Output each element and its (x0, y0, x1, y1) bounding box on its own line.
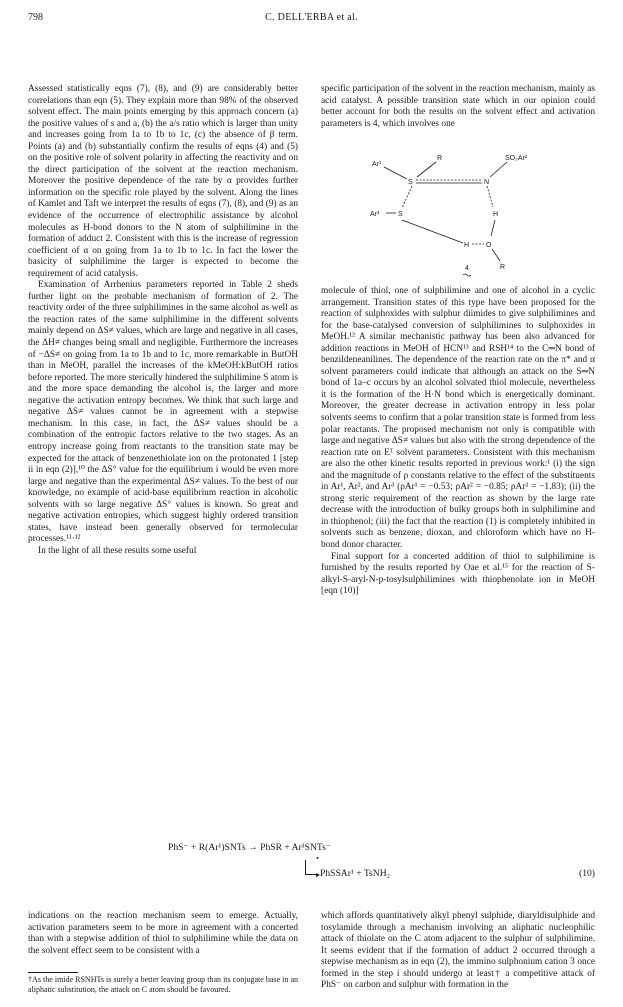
paragraph: which affords quantitatively alkyl phenyl sulphide, diaryldisulphide and tosylamide through a mechanism involving an aliphatic nucleophilic attack of thiolate on the C atom adjacent to the sulphur of sulphilimine. It seems evident that if the formation of adduct 2 occurred through a stepwise mechanism as in eqn (2), the immino sulphonium cation 3 once formed in the step i should undergo at least† a competitive attack of PhS⁻ on carbon and sulphur with formation in the (321, 911, 595, 991)
label-ar1: Ar¹ (372, 161, 382, 168)
label-ar3: Ar³ (370, 211, 380, 218)
label-r-bottom: R (500, 264, 506, 271)
paragraph: Final support for a concerted addition of thiol to sulphilimine is furnished by the results reported by Oae et al.¹⁵ for the reaction of S-alkyl-S-aryl-N-p-tosylsulphilimines with thiophenolate ion in MeOH [eqn (10)] (321, 551, 595, 597)
bond-r-s (417, 162, 436, 177)
right-column-bottom (321, 911, 595, 992)
bond-n-so2 (490, 162, 507, 177)
label-h-right: H (493, 211, 499, 218)
bond-ar1-s (384, 167, 407, 179)
left-column-bottom (28, 911, 298, 957)
label-o: O (486, 242, 492, 249)
running-head: C. DELL'ERBA et al. (265, 12, 358, 23)
paragraph: Examination of Arrhenius parameters reported in Table 2 sheds further light on the probable mechanism of formation of 2. The reactivity order of the three sulphilimines in the same alcohol as well as the reaction rates of the same sulphilimine in the different solvents mainly depend on ΔS≠ values, which are large and negative in all cases, the ΔH≠ changes being small and negligible. Furthermore the increases of −ΔS≠ on going from 1a to 1b and to 1c, more remarkable in ButOH than in MeOH, parallel the increases of the kMeOH:kButOH ratios before reported. The more sterically hindered the sulphilimine S atom is and the more space demanding the alcohol is, the larger and more negative the activation entropy becomes. We think that such large and negative ΔS≠ values cannot be in agreement with a stepwise mechanism. In this case, in fact, the ΔS≠ values should be a combination of the entropic factors relative to the two stages. As an entropy increase going from reactants to the transition state may be expected for the attack of benzenethiolate ion on the protonated 1 [step ii in eqn (2)],¹⁰ the ΔS° value for the equilibrium i would be even more large and negative than the experimental ΔS≠ values. To the best of our knowledge, no example of acid-base equilibrium reaction in alcoholic solvents with so large negative ΔS° values is known. So great and negative activation entropies, which suggest highly ordered transition states, have instead been generally observed for termolecular processes.¹¹·¹² (28, 280, 298, 545)
compound-number: 4 (465, 265, 469, 272)
transition-state-structure-4 (350, 136, 570, 282)
bond-s-h (402, 220, 463, 243)
equation-number: (10) (579, 868, 595, 879)
label-so2ar2: SO₂Ar² (505, 155, 528, 162)
label-s-top: S (408, 179, 413, 186)
label-n: N (484, 179, 490, 186)
paragraph: Assessed statistically eqns (7), (8), and (9) are considerably better correlations than eqn (5). They explain more than 98% of the observed solvent effect. The main points emerging by this approach concern (a) the positive values of s and a, (b) the a/s ratio which is larger than unity and increases going from 1a to 1b to 1c, (c) the absence of β term. Points (a) and (b) substantially confirm the results of eqns (4) and (5) on the positive role of solvent polarity in affecting the reactivity and on the direct participation of the solvent at the reaction mechanism. Moreover the positive dependence of the rate by α provides further information on the specific role played by the solvent. Along the lines of Kamlet and Taft we interpret the results of eqns (7), (8), and (9) as an evidence of the occurrence of electrophilic assistance by alcohol molecules as H-bond donors to the N atom of sulphilimine in the formation of adduct 2. Consistent with this is the increase of regression coefficient of α on going from 1a to 1b to 1c. In fact the lower the basicity of sulphilimine the larger is expected to become the requirement of acid catalysis. (28, 84, 298, 279)
label-h-left: H (464, 242, 470, 249)
right-column-middle (321, 286, 595, 598)
paragraph: specific participation of the solvent in the reaction mechanism, mainly as acid catalyst. A possible transition state which in our opinion could better account for both the results on the solvent effect and activation parameters is 4, which involves one (321, 84, 595, 129)
page-header (28, 12, 595, 26)
bond-s-s-partial (402, 186, 412, 208)
branch-arrow (305, 860, 316, 875)
label-r-top: R (437, 155, 443, 162)
page-number: 798 (28, 12, 43, 23)
left-column-top (28, 84, 298, 557)
paragraph: indications on the reaction mechanism seem to emerge. Actually, activation parameters seem to be more in agreement with a concerted than with a stepwise addition of thiol to sulphilimine while the data on the solvent effect seem to be consistent with a (28, 911, 298, 956)
right-column-top (321, 84, 595, 130)
equation-10 (28, 842, 595, 892)
bond-h-o (491, 220, 495, 236)
paragraph: molecule of thiol, one of sulphilimine and one of alcohol in a cyclic arrangement. Transition states of this type have been proposed for the reaction of sulphoxides with sulphur diimides to give sulphilimines and for the base-catalysed conversion of sulphilimines to sulphoxides in MeOH.¹² A similar mechanistic pathway has been also advanced for addition reactions in MeOH of HCN¹³ and RSH¹⁴ to the C═N bond of benzildeneanilines. The dependence of the reaction rate on the π* and α solvent parameters could indicate that although an attack on the S═N bond of 1a–c occurs by an alcohol solvated thiol molecule, nevertheless it is the formation of the H·N bond which is energetically dominant. Moreover, the greater decrease in activation entropy in less polar solvents seems to confirm that a polar transition state is formed from less polar reactants. The proposed mechanism not only is compatible with large and negative ΔS≠ values but also with the strong dependence of the reaction rate on Eᵀ solvent parameters. Consistent with this mechanism are also the other kinetic results reported in previous work:¹ (i) the sign and the magnitude of ρ constants relative to the effect of the substituents in Ar¹, Ar², and Ar³ (ρAr¹ = −0.53; ρAr² = −0.85; ρAr³ = −1.83); (ii) the strong steric requirement of the reaction as shown by the large rate decrease with the introduction of bulky groups both in sulphilimine and in thiophenol; (iii) the fact that the reaction (1) is completely inhibited in solvents such as benzene, dioxan, and chloroform which have no H- bond donor character. (321, 286, 595, 551)
compound-underline (463, 274, 471, 276)
equation-line-2: PhSSAr¹ + TsNH₂ (320, 868, 390, 879)
footnote: †As the imide RSNHTs is surely a better leaving group than its conjugate base in an aliphatic substitution, the attack on C atom should be favoured. (28, 975, 298, 994)
paragraph: In the light of all these results some useful (38, 545, 197, 556)
equation-dot: • (316, 854, 319, 863)
label-s-bottom: S (398, 211, 403, 218)
bond-o-r (492, 249, 500, 261)
equation-line-1: PhS⁻ + R(Ar¹)SNTs → PhSR + Ar¹SNTs⁻ (168, 842, 331, 853)
structure-drawing (350, 136, 570, 282)
footnote-rule (28, 972, 78, 973)
bond-n-h-partial (487, 186, 493, 207)
